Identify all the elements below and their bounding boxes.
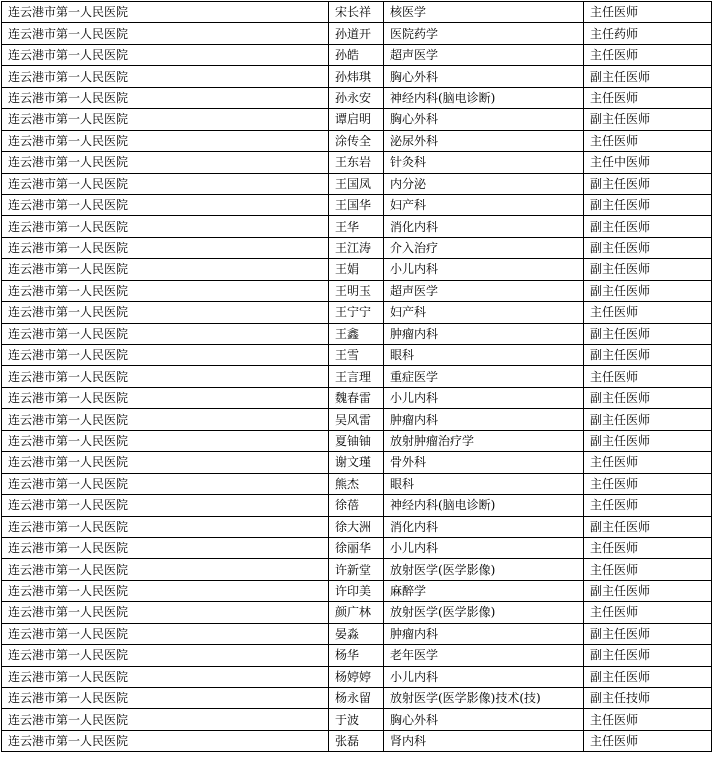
name-cell: 熊杰 xyxy=(329,473,384,494)
roster-body xyxy=(2,2,712,752)
table-row xyxy=(2,516,712,537)
name-cell: 徐蓓 xyxy=(329,495,384,516)
table-row xyxy=(2,623,712,644)
name-cell: 许印美 xyxy=(329,580,384,601)
name-cell: 夏铀铀 xyxy=(329,430,384,451)
title-cell: 主任医师 xyxy=(584,452,712,473)
title-cell: 副主任医师 xyxy=(584,580,712,601)
table-row xyxy=(2,323,712,344)
name-cell: 晏淼 xyxy=(329,623,384,644)
department-cell: 消化内科 xyxy=(384,216,584,237)
hospital-cell: 连云港市第一人民医院 xyxy=(2,452,329,473)
table-row xyxy=(2,23,712,44)
table-row xyxy=(2,602,712,623)
hospital-cell: 连云港市第一人民医院 xyxy=(2,130,329,151)
name-cell: 王华 xyxy=(329,216,384,237)
table-row xyxy=(2,559,712,580)
name-cell: 谭启明 xyxy=(329,109,384,130)
table-row xyxy=(2,216,712,237)
department-cell: 重症医学 xyxy=(384,366,584,387)
table-row xyxy=(2,709,712,730)
department-cell: 泌尿外科 xyxy=(384,130,584,151)
department-cell: 胸心外科 xyxy=(384,709,584,730)
department-cell: 胸心外科 xyxy=(384,109,584,130)
title-cell: 主任医师 xyxy=(584,559,712,580)
table-row xyxy=(2,666,712,687)
name-cell: 魏春雷 xyxy=(329,387,384,408)
department-cell: 肿瘤内科 xyxy=(384,623,584,644)
table-row xyxy=(2,366,712,387)
department-cell: 妇产科 xyxy=(384,194,584,215)
hospital-cell: 连云港市第一人民医院 xyxy=(2,66,329,87)
department-cell: 超声医学 xyxy=(384,44,584,65)
hospital-cell: 连云港市第一人民医院 xyxy=(2,580,329,601)
hospital-cell: 连云港市第一人民医院 xyxy=(2,302,329,323)
department-cell: 超声医学 xyxy=(384,280,584,301)
name-cell: 颜广林 xyxy=(329,602,384,623)
department-cell: 放射医学(医学影像)技术(技) xyxy=(384,688,584,709)
table-row xyxy=(2,409,712,430)
department-cell: 骨外科 xyxy=(384,452,584,473)
name-cell: 王国凤 xyxy=(329,173,384,194)
title-cell: 副主任医师 xyxy=(584,387,712,408)
hospital-cell: 连云港市第一人民医院 xyxy=(2,387,329,408)
table-row xyxy=(2,730,712,751)
department-cell: 小儿内科 xyxy=(384,259,584,280)
hospital-cell: 连云港市第一人民医院 xyxy=(2,495,329,516)
name-cell: 王鑫 xyxy=(329,323,384,344)
name-cell: 王言理 xyxy=(329,366,384,387)
name-cell: 孙道开 xyxy=(329,23,384,44)
title-cell: 副主任医师 xyxy=(584,345,712,366)
table-row xyxy=(2,430,712,451)
hospital-cell: 连云港市第一人民医院 xyxy=(2,345,329,366)
name-cell: 王娟 xyxy=(329,259,384,280)
table-row xyxy=(2,44,712,65)
department-cell: 核医学 xyxy=(384,2,584,23)
hospital-cell: 连云港市第一人民医院 xyxy=(2,44,329,65)
roster-table xyxy=(1,1,712,752)
name-cell: 王东岩 xyxy=(329,152,384,173)
department-cell: 眼科 xyxy=(384,473,584,494)
hospital-cell: 连云港市第一人民医院 xyxy=(2,730,329,751)
name-cell: 谢文瑾 xyxy=(329,452,384,473)
title-cell: 副主任医师 xyxy=(584,173,712,194)
title-cell: 副主任医师 xyxy=(584,645,712,666)
hospital-cell: 连云港市第一人民医院 xyxy=(2,173,329,194)
department-cell: 小儿内科 xyxy=(384,537,584,558)
department-cell: 麻醉学 xyxy=(384,580,584,601)
title-cell: 副主任医师 xyxy=(584,66,712,87)
table-row xyxy=(2,387,712,408)
table-row xyxy=(2,109,712,130)
title-cell: 主任医师 xyxy=(584,44,712,65)
department-cell: 肿瘤内科 xyxy=(384,323,584,344)
table-row xyxy=(2,2,712,23)
title-cell: 主任医师 xyxy=(584,495,712,516)
table-row xyxy=(2,194,712,215)
department-cell: 小儿内科 xyxy=(384,666,584,687)
table-row xyxy=(2,645,712,666)
table-row xyxy=(2,130,712,151)
table-row xyxy=(2,280,712,301)
title-cell: 副主任医师 xyxy=(584,409,712,430)
hospital-cell: 连云港市第一人民医院 xyxy=(2,216,329,237)
name-cell: 孙炜琪 xyxy=(329,66,384,87)
hospital-cell: 连云港市第一人民医院 xyxy=(2,430,329,451)
name-cell: 许新堂 xyxy=(329,559,384,580)
title-cell: 主任中医师 xyxy=(584,152,712,173)
department-cell: 眼科 xyxy=(384,345,584,366)
name-cell: 徐丽华 xyxy=(329,537,384,558)
table-row xyxy=(2,173,712,194)
title-cell: 主任医师 xyxy=(584,302,712,323)
table-row xyxy=(2,87,712,108)
department-cell: 消化内科 xyxy=(384,516,584,537)
name-cell: 吴风雷 xyxy=(329,409,384,430)
title-cell: 主任药师 xyxy=(584,23,712,44)
name-cell: 徐大洲 xyxy=(329,516,384,537)
name-cell: 杨永留 xyxy=(329,688,384,709)
name-cell: 宋长祥 xyxy=(329,2,384,23)
hospital-cell: 连云港市第一人民医院 xyxy=(2,323,329,344)
hospital-cell: 连云港市第一人民医院 xyxy=(2,2,329,23)
name-cell: 涂传全 xyxy=(329,130,384,151)
title-cell: 主任医师 xyxy=(584,130,712,151)
department-cell: 内分泌 xyxy=(384,173,584,194)
name-cell: 张磊 xyxy=(329,730,384,751)
title-cell: 副主任医师 xyxy=(584,109,712,130)
table-row xyxy=(2,345,712,366)
department-cell: 老年医学 xyxy=(384,645,584,666)
hospital-cell: 连云港市第一人民医院 xyxy=(2,366,329,387)
hospital-cell: 连云港市第一人民医院 xyxy=(2,473,329,494)
name-cell: 王宁宁 xyxy=(329,302,384,323)
department-cell: 介入治疗 xyxy=(384,237,584,258)
hospital-cell: 连云港市第一人民医院 xyxy=(2,602,329,623)
table-row xyxy=(2,259,712,280)
name-cell: 王江涛 xyxy=(329,237,384,258)
title-cell: 主任医师 xyxy=(584,709,712,730)
title-cell: 主任医师 xyxy=(584,2,712,23)
hospital-cell: 连云港市第一人民医院 xyxy=(2,109,329,130)
table-row xyxy=(2,452,712,473)
department-cell: 肿瘤内科 xyxy=(384,409,584,430)
department-cell: 医院药学 xyxy=(384,23,584,44)
title-cell: 副主任医师 xyxy=(584,516,712,537)
name-cell: 孙永安 xyxy=(329,87,384,108)
title-cell: 副主任医师 xyxy=(584,259,712,280)
name-cell: 王明玉 xyxy=(329,280,384,301)
table-row xyxy=(2,302,712,323)
title-cell: 主任医师 xyxy=(584,366,712,387)
hospital-cell: 连云港市第一人民医院 xyxy=(2,259,329,280)
name-cell: 王雪 xyxy=(329,345,384,366)
title-cell: 主任医师 xyxy=(584,87,712,108)
hospital-cell: 连云港市第一人民医院 xyxy=(2,152,329,173)
department-cell: 放射医学(医学影像) xyxy=(384,559,584,580)
hospital-cell: 连云港市第一人民医院 xyxy=(2,516,329,537)
table-row xyxy=(2,152,712,173)
hospital-cell: 连云港市第一人民医院 xyxy=(2,237,329,258)
table-row xyxy=(2,66,712,87)
department-cell: 神经内科(脑电诊断) xyxy=(384,87,584,108)
title-cell: 副主任医师 xyxy=(584,280,712,301)
hospital-cell: 连云港市第一人民医院 xyxy=(2,537,329,558)
department-cell: 小儿内科 xyxy=(384,387,584,408)
title-cell: 副主任医师 xyxy=(584,666,712,687)
department-cell: 胸心外科 xyxy=(384,66,584,87)
hospital-cell: 连云港市第一人民医院 xyxy=(2,409,329,430)
name-cell: 于波 xyxy=(329,709,384,730)
title-cell: 副主任医师 xyxy=(584,323,712,344)
title-cell: 副主任医师 xyxy=(584,430,712,451)
name-cell: 杨婷婷 xyxy=(329,666,384,687)
department-cell: 神经内科(脑电诊断) xyxy=(384,495,584,516)
hospital-cell: 连云港市第一人民医院 xyxy=(2,280,329,301)
name-cell: 孙皓 xyxy=(329,44,384,65)
department-cell: 放射医学(医学影像) xyxy=(384,602,584,623)
title-cell: 副主任技师 xyxy=(584,688,712,709)
name-cell: 杨华 xyxy=(329,645,384,666)
department-cell: 肾内科 xyxy=(384,730,584,751)
hospital-cell: 连云港市第一人民医院 xyxy=(2,23,329,44)
hospital-cell: 连云港市第一人民医院 xyxy=(2,688,329,709)
title-cell: 副主任医师 xyxy=(584,237,712,258)
title-cell: 主任医师 xyxy=(584,602,712,623)
hospital-cell: 连云港市第一人民医院 xyxy=(2,623,329,644)
hospital-cell: 连云港市第一人民医院 xyxy=(2,194,329,215)
table-row xyxy=(2,237,712,258)
hospital-cell: 连云港市第一人民医院 xyxy=(2,645,329,666)
title-cell: 主任医师 xyxy=(584,537,712,558)
department-cell: 妇产科 xyxy=(384,302,584,323)
title-cell: 主任医师 xyxy=(584,730,712,751)
title-cell: 副主任医师 xyxy=(584,216,712,237)
title-cell: 副主任医师 xyxy=(584,194,712,215)
hospital-cell: 连云港市第一人民医院 xyxy=(2,709,329,730)
title-cell: 主任医师 xyxy=(584,473,712,494)
table-row xyxy=(2,688,712,709)
hospital-cell: 连云港市第一人民医院 xyxy=(2,559,329,580)
name-cell: 王国华 xyxy=(329,194,384,215)
table-row xyxy=(2,473,712,494)
table-row xyxy=(2,495,712,516)
table-row xyxy=(2,580,712,601)
hospital-cell: 连云港市第一人民医院 xyxy=(2,666,329,687)
department-cell: 放射肿瘤治疗学 xyxy=(384,430,584,451)
table-row xyxy=(2,537,712,558)
hospital-cell: 连云港市第一人民医院 xyxy=(2,87,329,108)
title-cell: 副主任医师 xyxy=(584,623,712,644)
department-cell: 针灸科 xyxy=(384,152,584,173)
